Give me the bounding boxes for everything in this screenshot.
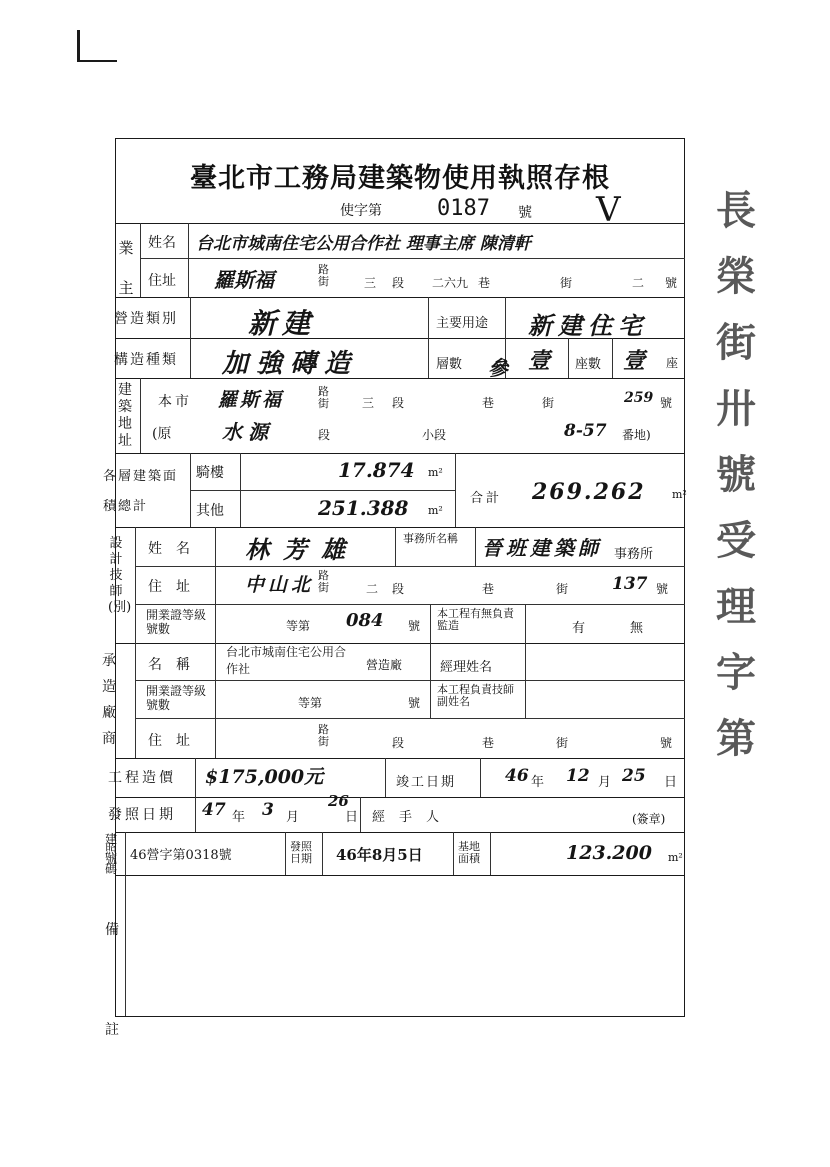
loc-section-unit: 段	[392, 396, 405, 410]
loc-street-unit: 街	[542, 396, 555, 410]
contractor-license-label: 開業證等級號數	[146, 684, 207, 712]
owner-addr-lane-unit: 巷	[478, 276, 491, 290]
loc-road-unit: 路街	[318, 385, 329, 410]
designer-addr-label: 住址	[148, 579, 204, 595]
loc-no: 259	[624, 390, 654, 406]
owner-addr-road: 羅斯福	[214, 268, 274, 292]
col-line	[612, 338, 613, 378]
contractor-addr-road-unit: 路街	[318, 723, 329, 748]
designer-license-value: 084	[346, 610, 384, 631]
issue-month: 3	[262, 800, 274, 820]
location-group-label: 建築地址	[118, 382, 132, 449]
contractor-license-grade-unit: 等第	[298, 696, 323, 710]
build-floors-label: 層數	[436, 357, 463, 372]
contractor-tech-label: 本工程負責技師副姓名	[437, 683, 514, 708]
build-floors-value: 壹	[528, 348, 551, 374]
col-line	[135, 527, 136, 758]
serial-suffix: 號	[518, 205, 532, 221]
row-line	[115, 378, 685, 379]
row-line	[115, 297, 685, 298]
owner-addr-street-unit: 街	[560, 276, 573, 290]
col-line	[480, 758, 481, 797]
col-line	[140, 223, 141, 297]
row-line	[115, 758, 685, 759]
loc-orig-lot-unit: 番地)	[622, 428, 651, 442]
issue-day-unit: 日	[345, 810, 359, 825]
serial-prefix: 使字第	[340, 203, 382, 219]
designer-addr-road: 中山北	[245, 574, 315, 596]
designer-group-label: 設計技師(別)	[108, 536, 132, 615]
area-total-unit: m²	[672, 488, 687, 501]
designer-license-label: 開業證等級號數	[146, 608, 207, 636]
area-arcade-value: 17.874	[338, 458, 415, 482]
cost-done-day: 25	[622, 766, 646, 786]
owner-name-value: 台北市城南住宅公用合作社 理事主席 陳清軒	[196, 234, 531, 254]
area-total-value: 269.262	[532, 479, 646, 505]
row-line	[135, 718, 685, 719]
build-kind-value: 加強磚造	[222, 349, 359, 379]
issue-day: 26	[328, 792, 349, 810]
permit-value: 46營字第0318號	[130, 848, 232, 863]
loc-orig-area: 水源	[222, 420, 274, 444]
designer-addr-lane-unit: 巷	[482, 582, 495, 596]
contractor-addr-lane-unit: 巷	[482, 736, 495, 750]
contractor-addr-section-unit: 段	[392, 736, 405, 750]
permit-base-value: 123.200	[566, 842, 652, 864]
contractor-manager-label: 經理姓名	[440, 660, 493, 675]
row-line	[115, 453, 685, 454]
cost-done-year-unit: 年	[531, 775, 545, 790]
col-line	[453, 832, 454, 875]
area-other-label: 其他	[196, 503, 224, 519]
serial-number: 0187	[437, 196, 490, 221]
owner-name-label: 姓名	[148, 235, 176, 251]
issue-seal-label: (簽章)	[632, 812, 666, 826]
cost-label: 工程造價	[108, 770, 176, 786]
form-top-border	[115, 138, 685, 139]
area-total-label: 合計	[470, 491, 503, 506]
owner-group-label: 業主	[118, 239, 134, 297]
remarks-label: 備註	[105, 922, 119, 1038]
issue-label: 發照日期	[108, 807, 176, 823]
designer-supervise-option: 無	[630, 621, 644, 636]
designer-addr-section: 二	[366, 582, 379, 596]
col-line	[525, 604, 526, 643]
margin-handwriting: 長榮街卅號受理字第	[716, 187, 756, 762]
top-binding-line	[77, 60, 117, 62]
contractor-name-label: 名稱	[148, 657, 204, 673]
contractor-group-label: 承造廠商	[102, 653, 116, 747]
build-use-value: 新建住宅	[528, 311, 648, 340]
loc-no-unit: 號	[660, 396, 673, 410]
issue-year: 47	[202, 800, 226, 820]
col-line	[125, 832, 126, 1016]
designer-addr-section-unit: 段	[392, 582, 405, 596]
designer-addr-no-unit: 號	[656, 582, 669, 596]
designer-addr-road-unit: 路街	[318, 569, 329, 594]
area-arcade-unit: m²	[428, 466, 443, 479]
col-line	[322, 832, 323, 875]
left-binding-line	[77, 30, 80, 60]
owner-addr-no-unit: 號	[665, 276, 678, 290]
col-line	[140, 378, 141, 453]
contractor-addr-label: 住址	[148, 733, 204, 749]
row-line	[115, 875, 685, 876]
loc-orig-label: (原	[152, 426, 172, 442]
designer-office-value: 晉班建築師	[482, 536, 602, 560]
owner-addr-label: 住址	[148, 273, 176, 289]
designer-name-label: 姓名	[148, 541, 204, 557]
row-line	[135, 680, 685, 681]
contractor-license-no-unit: 號	[408, 696, 421, 710]
owner-addr-lane: 二六九	[432, 276, 469, 290]
owner-addr-section: 三	[364, 276, 377, 290]
col-line	[360, 797, 361, 832]
col-line	[455, 453, 456, 527]
cost-done-label: 竣工日期	[396, 775, 457, 790]
cost-done-year: 46	[505, 766, 529, 786]
form-title: 臺北市工務局建築物使用執照存根	[190, 163, 610, 194]
permit-base-label: 基地面積	[458, 840, 480, 865]
designer-supervise-value: 有	[572, 621, 586, 636]
col-line	[385, 758, 386, 797]
row-line	[115, 643, 685, 644]
col-line	[240, 453, 241, 527]
col-line	[285, 832, 286, 875]
col-line	[188, 223, 189, 297]
cost-value: $175,000元	[205, 766, 324, 788]
owner-addr-section-unit: 段	[392, 276, 405, 290]
permit-base-unit: m²	[668, 851, 683, 864]
permit-date-label: 發照日期	[290, 840, 312, 865]
designer-license-no-unit: 號	[408, 619, 421, 633]
area-other-value: 251.388	[318, 496, 409, 520]
issue-handler-label: 經手人	[372, 810, 454, 825]
issue-month-unit: 月	[286, 810, 300, 825]
row-line	[115, 832, 685, 833]
designer-supervise-label: 本工程有無負責監造	[437, 607, 514, 632]
area-group-label: 各層建築面積總計	[103, 469, 179, 514]
area-other-unit: m²	[428, 504, 443, 517]
owner-addr-road-unit: 路街	[318, 263, 329, 288]
form-bottom-border	[115, 1016, 685, 1017]
contractor-name-value: 台北市城南住宅公用合作社	[226, 645, 347, 676]
col-line	[490, 832, 491, 875]
owner-addr-no: 二	[632, 276, 645, 290]
row-line	[115, 797, 685, 798]
cost-done-day-unit: 日	[664, 775, 678, 790]
build-use-label: 主要用途	[436, 316, 489, 331]
row-line	[115, 223, 685, 224]
cost-done-month-unit: 月	[598, 775, 612, 790]
row-line	[140, 258, 685, 259]
check-mark: V	[596, 190, 621, 230]
col-line	[568, 338, 569, 378]
build-bldg-value: 壹	[623, 348, 646, 374]
build-kind-label: 構造種類	[114, 352, 178, 368]
loc-orig-section-unit: 段	[318, 428, 331, 442]
loc-road: 羅斯福	[218, 389, 285, 411]
row-line	[135, 566, 685, 567]
row-line	[190, 490, 455, 491]
col-line	[430, 604, 431, 643]
row-line	[115, 527, 685, 528]
col-line	[475, 527, 476, 566]
build-bldg-unit: 座	[666, 356, 679, 370]
col-line	[395, 527, 396, 566]
contractor-factory-label: 營造廠	[366, 658, 403, 672]
designer-addr-street-unit: 街	[556, 582, 569, 596]
col-line	[190, 297, 191, 378]
col-line	[195, 758, 196, 832]
loc-section: 三	[362, 396, 375, 410]
col-line	[215, 527, 216, 758]
build-floors-stamp: 參	[488, 356, 508, 380]
loc-orig-lot: 8-57	[564, 421, 607, 441]
build-type-value: 新建	[248, 307, 317, 340]
col-line	[190, 453, 191, 527]
col-line	[430, 643, 431, 718]
loc-city: 本市	[158, 394, 192, 410]
issue-year-unit: 年	[232, 810, 246, 825]
designer-license-grade-unit: 等第	[286, 619, 311, 633]
form-right-border	[684, 138, 685, 1016]
designer-office-label: 事務所名稱	[403, 532, 458, 545]
contractor-addr-street-unit: 街	[556, 736, 569, 750]
permit-date-value: 46年8月5日	[336, 846, 423, 864]
col-line	[428, 297, 429, 378]
contractor-addr-no-unit: 號	[660, 736, 673, 750]
build-bldg-label: 座數	[575, 357, 602, 372]
area-arcade-label: 騎樓	[196, 465, 224, 481]
loc-orig-subsection-unit: 小段	[422, 428, 447, 442]
loc-lane-unit: 巷	[482, 396, 495, 410]
designer-office-suffix: 事務所	[614, 547, 654, 562]
cost-done-month: 12	[566, 766, 590, 786]
permit-label: 建照號碼	[104, 832, 117, 876]
col-line	[525, 643, 526, 718]
designer-name-value: 林芳雄	[245, 535, 359, 564]
designer-addr-no: 137	[612, 574, 648, 594]
build-type-label: 營造類別	[114, 311, 178, 327]
row-line	[135, 604, 685, 605]
